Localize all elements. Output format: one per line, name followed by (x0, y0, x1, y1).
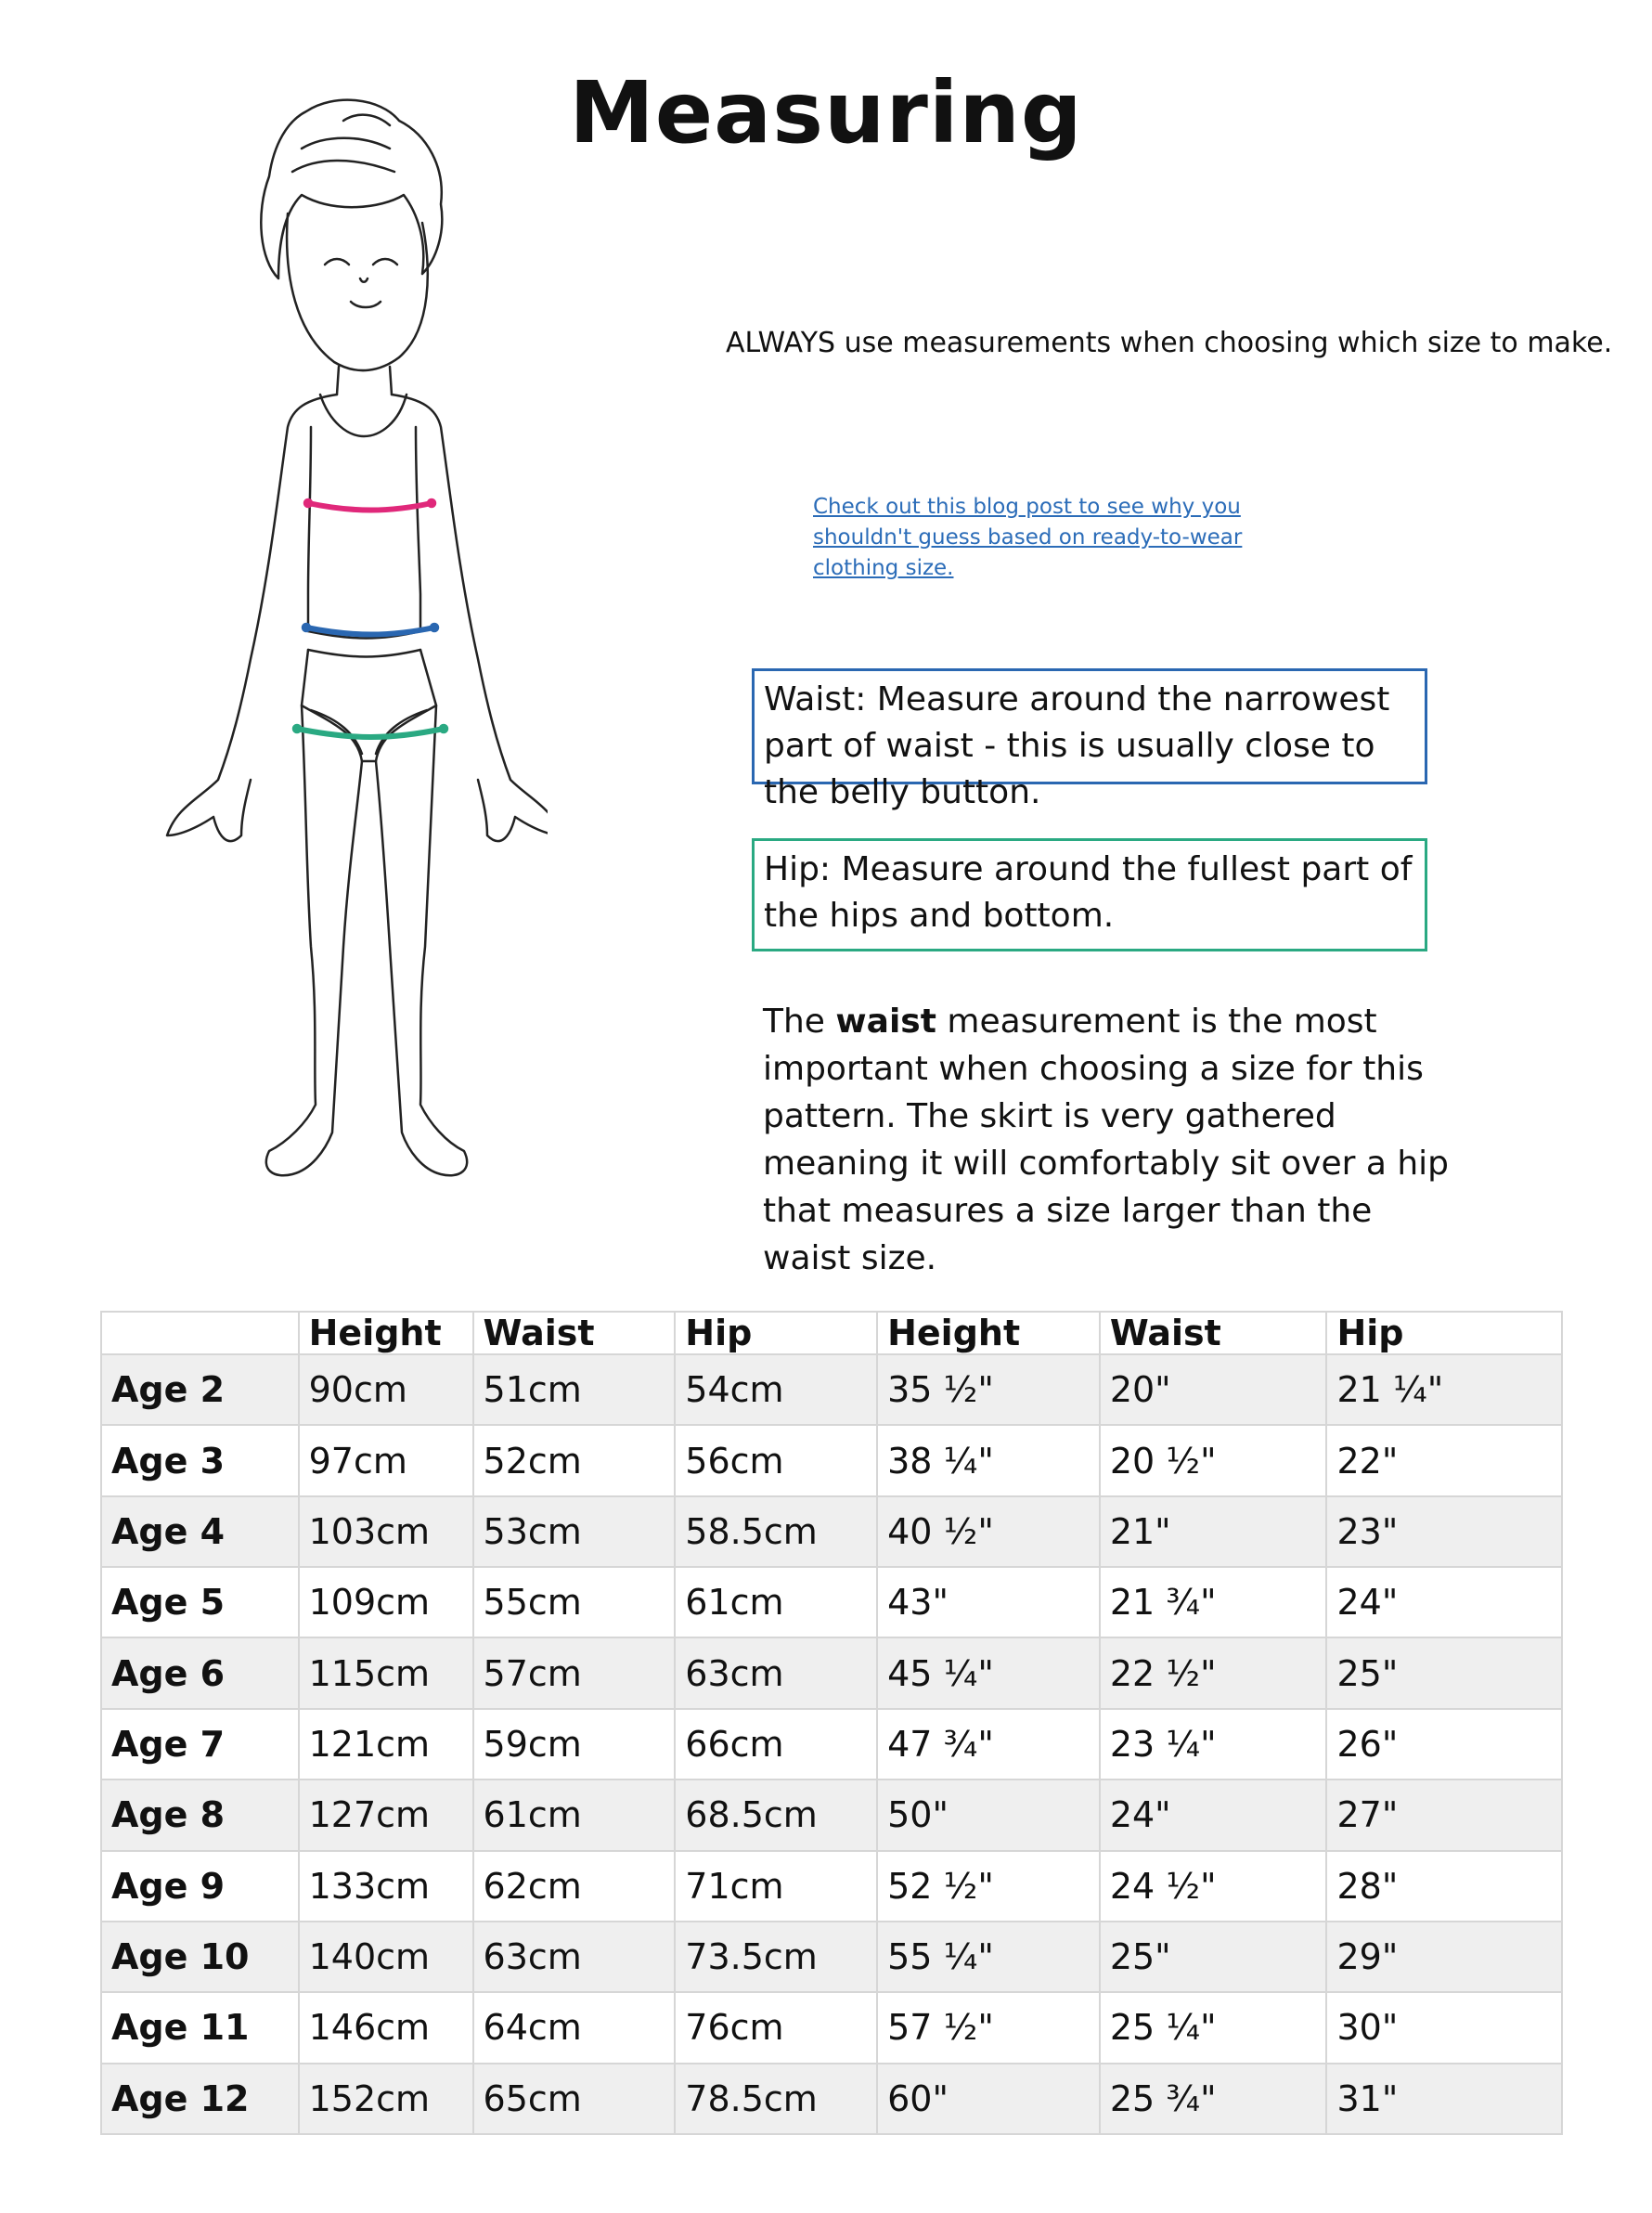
table-cell: 54cm (675, 1354, 877, 1425)
table-row (101, 1709, 1562, 1779)
table-cell: 52cm (473, 1425, 676, 1495)
table-cell: 21 ¼" (1326, 1354, 1562, 1425)
table-cell: 40 ½" (877, 1496, 1100, 1567)
table-cell: 45 ¼" (877, 1637, 1100, 1708)
table-cell: 127cm (299, 1779, 473, 1850)
table-cell: 76cm (675, 1992, 877, 2063)
table-cell: 51cm (473, 1354, 676, 1425)
table-cell: 29" (1326, 1922, 1562, 1992)
table-cell: 57cm (473, 1637, 676, 1708)
table-cell: 28" (1326, 1851, 1562, 1922)
age-label-cell: Age 4 (101, 1496, 299, 1567)
size-chart-table (100, 1311, 1563, 2135)
paragraph-bold-word: waist (835, 1003, 936, 1041)
table-cell: 25" (1100, 1922, 1327, 1992)
page-title: Measuring (569, 63, 1083, 162)
table-cell: 47 ¾" (877, 1709, 1100, 1779)
table-cell: 25" (1326, 1637, 1562, 1708)
table-cell: 115cm (299, 1637, 473, 1708)
table-cell: 21" (1100, 1496, 1327, 1567)
table-row (101, 1425, 1562, 1495)
table-cell: 31" (1326, 2064, 1562, 2134)
age-label-cell: Age 12 (101, 2064, 299, 2134)
header-waist-cm: Waist (473, 1312, 676, 1354)
table-cell: 73.5cm (675, 1922, 877, 1992)
child-body-illustration (111, 93, 548, 1216)
table-cell: 97cm (299, 1425, 473, 1495)
table-cell: 43" (877, 1567, 1100, 1637)
table-cell: 22 ½" (1100, 1637, 1327, 1708)
table-cell: 52 ½" (877, 1851, 1100, 1922)
table-cell: 71cm (675, 1851, 877, 1922)
table-cell: 63cm (675, 1637, 877, 1708)
table-cell: 58.5cm (675, 1496, 877, 1567)
age-label-cell: Age 3 (101, 1425, 299, 1495)
table-cell: 59cm (473, 1709, 676, 1779)
table-cell: 30" (1326, 1992, 1562, 2063)
table-cell: 35 ½" (877, 1354, 1100, 1425)
table-cell: 90cm (299, 1354, 473, 1425)
table-row (101, 2064, 1562, 2134)
waist-line (306, 628, 434, 635)
table-row (101, 1496, 1562, 1567)
age-label-cell: Age 11 (101, 1992, 299, 2063)
hip-line (297, 729, 444, 737)
age-label-cell: Age 9 (101, 1851, 299, 1922)
measurement-note: ALWAYS use measurements when choosing which size to make. (726, 327, 1613, 359)
table-row (101, 1637, 1562, 1708)
table-cell: 61cm (675, 1567, 877, 1637)
table-row (101, 1567, 1562, 1637)
table-cell: 55cm (473, 1567, 676, 1637)
age-label-cell: Age 10 (101, 1922, 299, 1992)
table-cell: 62cm (473, 1851, 676, 1922)
table-cell: 152cm (299, 2064, 473, 2134)
table-cell: 24" (1326, 1567, 1562, 1637)
table-cell: 65cm (473, 2064, 676, 2134)
table-cell: 78.5cm (675, 2064, 877, 2134)
waist-instruction-box: Waist: Measure around the narrowest part of waist - this is usually close to the belly button. (752, 668, 1427, 784)
age-label-cell: Age 8 (101, 1779, 299, 1850)
table-cell: 103cm (299, 1496, 473, 1567)
table-cell: 140cm (299, 1922, 473, 1992)
table-cell: 24 ½" (1100, 1851, 1327, 1922)
table-cell: 133cm (299, 1851, 473, 1922)
table-cell: 53cm (473, 1496, 676, 1567)
table-cell: 38 ¼" (877, 1425, 1100, 1495)
paragraph-text-start: The (763, 1003, 836, 1041)
table-row (101, 1779, 1562, 1850)
age-label-cell: Age 6 (101, 1637, 299, 1708)
age-label-cell: Age 7 (101, 1709, 299, 1779)
table-cell: 57 ½" (877, 1992, 1100, 2063)
table-cell: 24" (1100, 1779, 1327, 1850)
header-empty (101, 1312, 299, 1354)
table-cell: 50" (877, 1779, 1100, 1850)
table-cell: 21 ¾" (1100, 1567, 1327, 1637)
table-cell: 109cm (299, 1567, 473, 1637)
table-cell: 146cm (299, 1992, 473, 2063)
table-row (101, 1922, 1562, 1992)
blog-post-link[interactable]: Check out this blog post to see why you shouldn't guess based on ready-to-wear clothing size. (813, 495, 1243, 580)
table-cell: 60" (877, 2064, 1100, 2134)
table-cell: 64cm (473, 1992, 676, 2063)
table-cell: 26" (1326, 1709, 1562, 1779)
age-label-cell: Age 5 (101, 1567, 299, 1637)
chest-line (308, 503, 432, 511)
paragraph-text-end: measurement is the most important when choosing a size for this pattern. The skirt is very gathered meaning it will comfortably sit over a hip that measures a size larger than the waist size. (763, 1003, 1450, 1277)
table-cell: 25 ¼" (1100, 1992, 1327, 2063)
table-cell: 121cm (299, 1709, 473, 1779)
header-hip-cm: Hip (675, 1312, 877, 1354)
table-cell: 61cm (473, 1779, 676, 1850)
table-cell: 56cm (675, 1425, 877, 1495)
table-cell: 27" (1326, 1779, 1562, 1850)
table-cell: 25 ¾" (1100, 2064, 1327, 2134)
table-body (101, 1354, 1562, 2134)
table-cell: 22" (1326, 1425, 1562, 1495)
header-hip-in: Hip (1326, 1312, 1562, 1354)
table-row (101, 1851, 1562, 1922)
age-label-cell: Age 2 (101, 1354, 299, 1425)
table-cell: 63cm (473, 1922, 676, 1992)
table-cell: 55 ¼" (877, 1922, 1100, 1992)
table-cell: 23" (1326, 1496, 1562, 1567)
hip-instruction-box: Hip: Measure around the fullest part of the hips and bottom. (752, 838, 1427, 951)
table-cell: 68.5cm (675, 1779, 877, 1850)
header-height-in: Height (877, 1312, 1100, 1354)
header-waist-in: Waist (1100, 1312, 1327, 1354)
table-row (101, 1354, 1562, 1425)
table-row (101, 1992, 1562, 2063)
waist-importance-paragraph (763, 998, 1450, 1282)
face-outline (287, 214, 428, 370)
table-cell: 20 ½" (1100, 1425, 1327, 1495)
header-height-cm: Height (299, 1312, 473, 1354)
table-header-row (101, 1312, 1562, 1354)
table-cell: 66cm (675, 1709, 877, 1779)
table-cell: 20" (1100, 1354, 1327, 1425)
table-cell: 23 ¼" (1100, 1709, 1327, 1779)
